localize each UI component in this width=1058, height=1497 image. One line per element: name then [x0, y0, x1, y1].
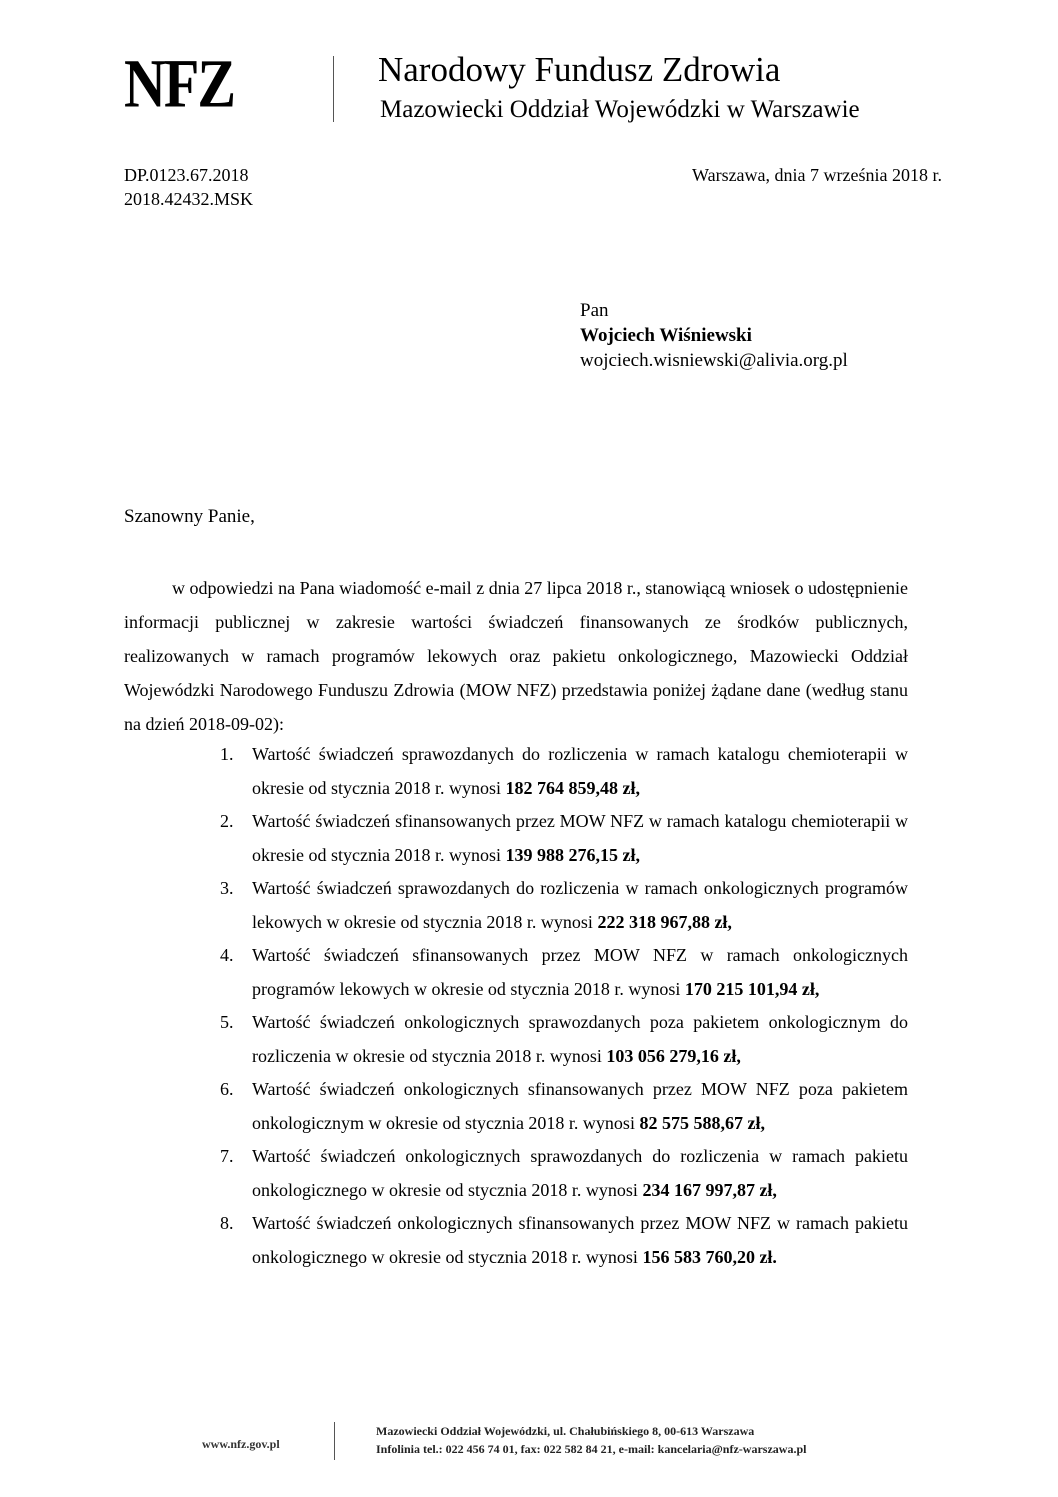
item-number: 2.: [220, 811, 234, 831]
letter-body: w odpowiedzi na Pana wiadomość e-mail z dnia 27 lipca 2018 r., stanowiącą wniosek o udostępnienie informacji publicznej w zakresie wartości świadczeń finansowanych ze środków publicznych, realizowanych w ramach programów lekowych oraz pakietu onkologicznego, Mazowiecki Oddział Wojewódzki Narodowego Funduszu Zdrowia (MOW NFZ) przedstawia poniżej żądane dane (według stanu na dzień 2018-09-02):: [124, 578, 908, 734]
item-amount: 222 318 967,88 zł,: [597, 911, 732, 932]
item-amount: 156 583 760,20 zł.: [642, 1246, 777, 1267]
recipient-name: Wojciech Wiśniewski: [580, 325, 752, 346]
list-item: [220, 872, 908, 939]
footer-website[interactable]: www.nfz.gov.pl: [202, 1437, 280, 1451]
item-text: Wartość świadczeń sfinansowanych przez MOW NFZ w ramach katalogu chemioterapii w okresie od stycznia 2018 r. wynosi: [252, 811, 908, 865]
item-number: 5.: [220, 1012, 234, 1032]
list-item: [220, 1006, 908, 1073]
item-amount: 139 988 276,15 zł,: [505, 844, 640, 865]
footer-address: Mazowiecki Oddział Wojewódzki, ul. Chałubińskiego 8, 00-613 Warszawa: [376, 1424, 755, 1438]
item-amount: 182 764 859,48 zł,: [505, 777, 640, 798]
item-number: 1.: [220, 744, 234, 764]
list-item: [220, 1207, 908, 1274]
recipient-block: [580, 298, 848, 373]
recipient-title: Pan: [580, 300, 609, 321]
item-number: 3.: [220, 878, 234, 898]
org-name: Narodowy Fundusz Zdrowia: [378, 50, 781, 89]
item-text: Wartość świadczeń sprawozdanych do rozliczenia w ramach onkologicznych programów lekowych w okresie od stycznia 2018 r. wynosi: [252, 878, 908, 932]
reference-line-1: DP.0123.67.2018: [124, 165, 249, 185]
list-item: [220, 1140, 908, 1207]
list-item: [220, 738, 908, 805]
item-amount: 103 056 279,16 zł,: [606, 1045, 741, 1066]
item-number: 7.: [220, 1146, 234, 1166]
nfz-logo: NFZ: [124, 45, 234, 122]
list-item: [220, 939, 908, 1006]
header-divider: [333, 56, 334, 122]
item-text: Wartość świadczeń sprawozdanych do rozliczenia w ramach katalogu chemioterapii w okresie od stycznia 2018 r. wynosi: [252, 744, 908, 798]
item-number: 6.: [220, 1079, 234, 1099]
item-number: 4.: [220, 945, 234, 965]
footer-contact: [376, 1422, 806, 1458]
footer-divider: [334, 1422, 335, 1460]
item-number: 8.: [220, 1213, 234, 1233]
data-list: [220, 738, 908, 1274]
item-text: Wartość świadczeń onkologicznych sfinansowanych przez MOW NFZ poza pakietem onkologicznym w okresie od stycznia 2018 r. wynosi: [252, 1079, 908, 1133]
item-amount: 170 215 101,94 zł,: [684, 978, 820, 999]
item-text: Wartość świadczeń onkologicznych sprawozdanych do rozliczenia w ramach pakietu onkologicznego w okresie od stycznia 2018 r. wynosi: [252, 1146, 908, 1200]
item-amount: 234 167 997,87 zł,: [642, 1179, 777, 1200]
item-amount: 82 575 588,67 zł,: [639, 1112, 765, 1133]
footer-phone-email: Infolinia tel.: 022 456 74 01, fax: 022 582 84 21, e-mail: kancelaria@nfz-warszawa.pl: [376, 1442, 807, 1456]
salutation: Szanowny Panie,: [124, 506, 255, 527]
list-item: [220, 805, 908, 872]
reference-line-2: 2018.42432.MSK: [124, 189, 254, 209]
item-text: Wartość świadczeń onkologicznych sprawozdanych poza pakietem onkologicznym do rozliczenia w okresie od stycznia 2018 r. wynosi: [252, 1012, 908, 1066]
org-branch: Mazowiecki Oddział Wojewódzki w Warszawie: [380, 96, 860, 123]
item-text: Wartość świadczeń sfinansowanych przez MOW NFZ w ramach onkologicznych programów lekowych w okresie od stycznia 2018 r. wynosi: [252, 945, 908, 999]
list-item: [220, 1073, 908, 1140]
recipient-email: wojciech.wisniewski@alivia.org.pl: [580, 350, 848, 371]
item-text: Wartość świadczeń onkologicznych sfinansowanych przez MOW NFZ w ramach pakietu onkologicznego w okresie od stycznia 2018 r. wynosi: [252, 1213, 908, 1267]
reference-numbers: [124, 163, 253, 211]
letter-date: Warszawa, dnia 7 września 2018 r.: [692, 165, 942, 185]
